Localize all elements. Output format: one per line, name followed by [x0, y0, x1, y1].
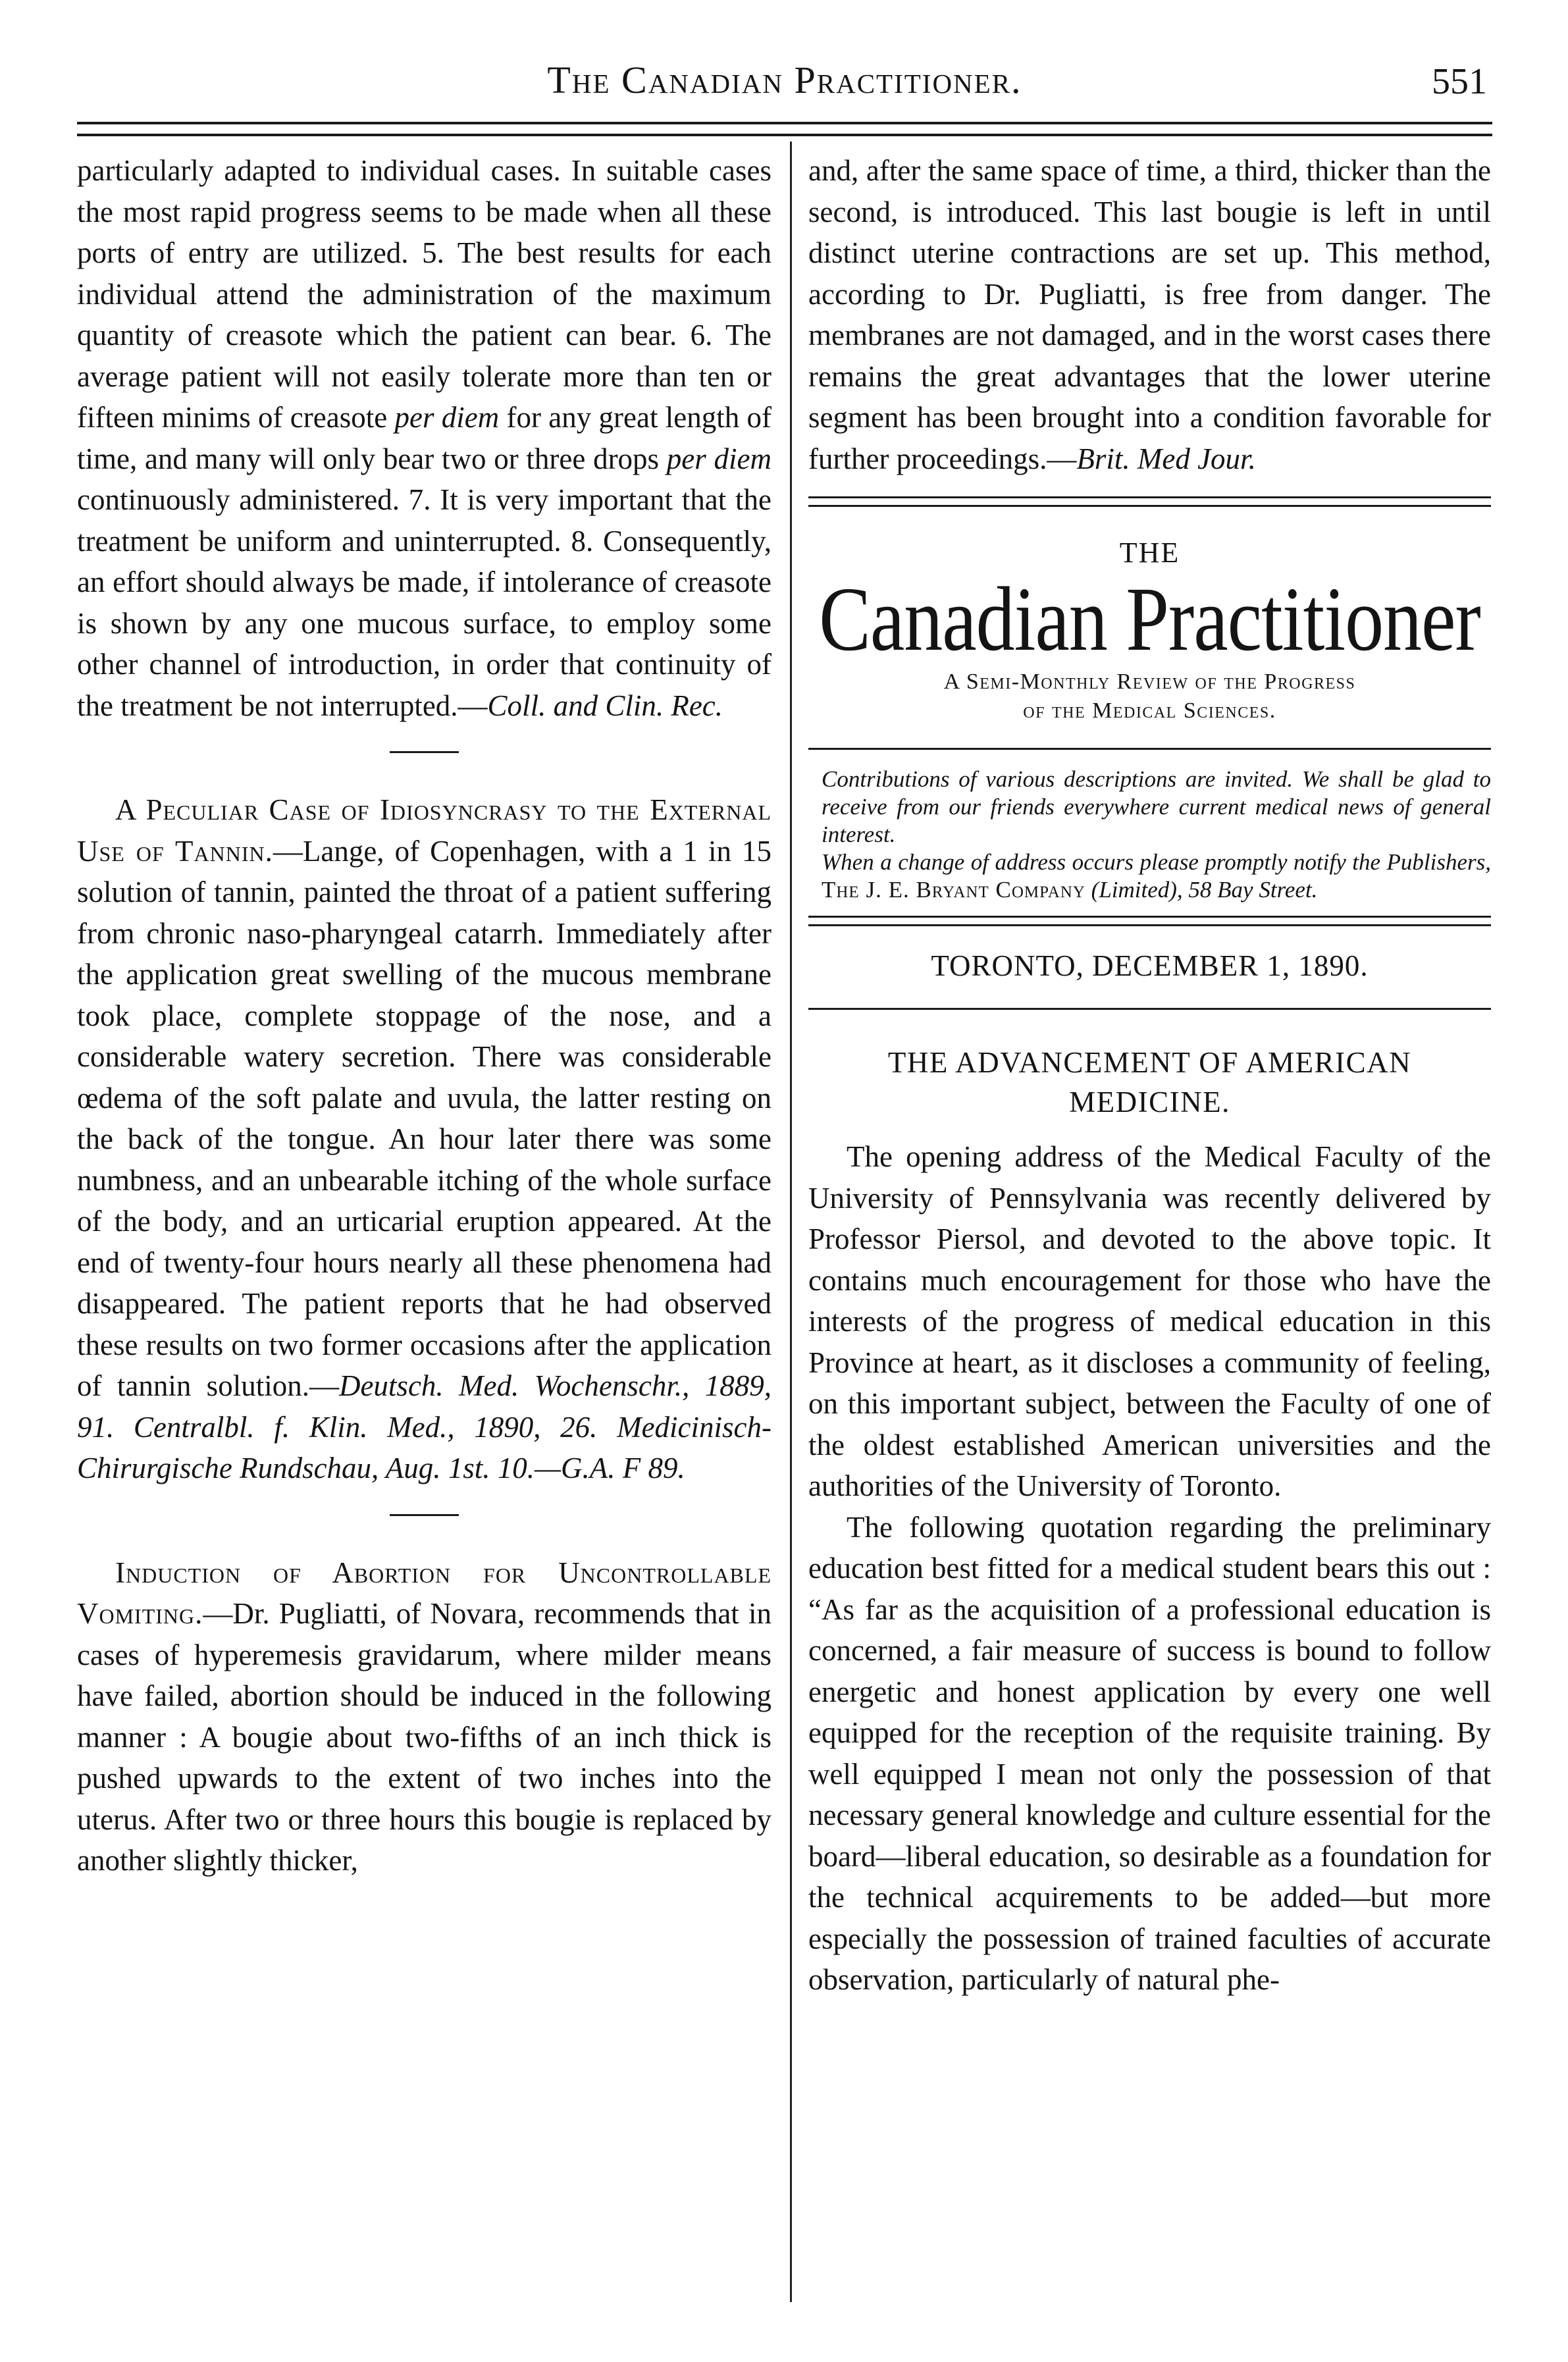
italic-term: per diem	[394, 401, 500, 434]
abortion-article-continuation	[808, 150, 1491, 479]
masthead-rule	[808, 748, 1491, 750]
article-heading: A Peculiar Case of Idiosyncrasy to the External Use of Tannin.	[77, 793, 771, 868]
article-body: —Dr. Pugliatti, of Novara, recommends that in cases of hyperemesis gravidarum, where milder means have failed, abortion should be induced in the following manner : A bougie about two-fifths of an inch thick is pushed upwards to the extent of two inches into the uterus. After two or three hours this bougie is replaced by another slightly thicker,	[77, 1597, 771, 1877]
running-head	[77, 46, 1492, 118]
article-body: and, after the same space of time, a third, thicker than the second, is introduced. This last bougie is left in until distinct uterine contractions are set up. This method, according to Dr. Pugliatti, is free from danger. The membranes are not damaged, and in the worst cases there remains the great advantages that the lower uterine segment has been brought into a condition favorable for further proceedings.—	[808, 154, 1491, 475]
source-citation: Brit. Med Jour.	[1076, 442, 1256, 475]
column-divider	[790, 142, 792, 2302]
abortion-article	[77, 1552, 771, 1881]
masthead-subtitle-line-1: A Semi-Monthly Review of the Progress	[943, 669, 1356, 694]
dateline-rule-bottom	[808, 1008, 1491, 1010]
text-run: When a change of address occurs please promptly notify the Publishers,	[822, 849, 1491, 875]
address-change-notice	[808, 849, 1491, 904]
source-citation: Deutsch. Med. Wochenschr., 1889, 91. Centralbl. f. Klin. Med., 1890, 26. Medicinisch-Chirurgische Rundschau, Aug. 1st. 10.—G.A. F 89.	[77, 1369, 771, 1484]
text-run: for any great length of time, and many will only bear two or three drops	[77, 401, 771, 475]
tannin-article	[77, 789, 771, 1489]
dateline: TORONTO, DECEMBER 1, 1890.	[931, 949, 1369, 982]
left-column	[77, 150, 771, 1881]
dateline-rule-top	[808, 916, 1491, 926]
editorial-paragraph: The opening address of the Medical Faculty of the University of Pennsylvania was recently delivered by Professor Piersol, and devoted to the above topic. It contains much encouragement for those who have the interests of the progress of medical education in this Province at heart, as it discloses a community of feeling, on this important subject, between the Faculty of one of the oldest established American universities and the authorities of the University of Toronto.	[808, 1140, 1491, 1502]
page-number: 551	[1432, 61, 1487, 102]
contributions-notice: Contributions of various descriptions are invited. We shall be glad to receive from our friends everywhere current medical news of general interest.	[822, 766, 1491, 847]
creasote-article-continuation	[77, 150, 771, 726]
running-title: The Canadian Practitioner.	[547, 59, 1022, 101]
publisher-name: The J. E. Bryant Company	[822, 877, 1085, 903]
text-run: continuously administered. 7. It is very important that the treatment be uniform and uninterrupted. 8. Consequently, an effort should always be made, if intolerance of creasote is shown by any one mucous surface, to employ some other channel of introduction, in order that continuity of the treatment be not interrupted.—	[77, 483, 771, 722]
section-separator	[390, 1514, 459, 1516]
right-column	[808, 150, 1491, 2001]
article-heading: Induction of Abortion for Uncontrollable Vomiting.	[77, 1556, 771, 1630]
masthead-subtitle-line-2: of the Medical Sciences.	[1023, 698, 1276, 723]
header-rule-bottom	[77, 134, 1492, 136]
editorial-paragraph: The following quotation regarding the preliminary education best fitted for a medical student bears this out : “As far as the acquisition of a professional education is concerned, a fair measure of success is bound to follow energetic and honest application by every one well equipped for the reception of the requisite training. By well equipped I mean not only the possession of that necessary general knowledge and culture essential for the board—liberal education, so desirable as a foundation for the technical acquirements to be added—but more especially the possession of trained faculties of accurate observation, particularly of natural phe-	[808, 1510, 1491, 1996]
text-run: (Limited), 58 Bay Street.	[1085, 877, 1318, 903]
text-run: particularly adapted to individual cases. In suitable cases the most rapid progress seems to be made when all these ports of entry are utilized. 5. The best results for each individual attend the administration of the maximum quantity of creasote which the patient can bear. 6. The average patient will not easily tolerate more than ten or fifteen minims of creasote	[77, 154, 771, 434]
masthead-rule-top	[808, 496, 1491, 507]
editorial-title: THE ADVANCEMENT OF AMERICAN MEDICINE.	[887, 1046, 1412, 1118]
header-rule-top	[77, 122, 1492, 124]
masthead-title: Canadian Practitioner	[819, 568, 1480, 670]
masthead-the: THE	[1119, 537, 1180, 569]
italic-term: per diem	[666, 442, 771, 475]
article-body: —Lange, of Copenhagen, with a 1 in 15 solution of tannin, painted the throat of a patient suffering from chronic naso-pharyngeal catarrh. Immediately after the application great swelling of the mucous membrane took place, complete stoppage of the nose, and a considerable watery secretion. There was considerable œdema of the soft palate and uvula, the latter resting on the back of the tongue. An hour later there was some numbness, and an unbearable itching of the whole surface of the body, and an urticarial eruption appeared. At the end of twenty-four hours nearly all these phenomena had disappeared. The patient reports that he had observed these results on two former occasions after the application of tannin solution.—	[77, 834, 771, 1402]
section-separator	[390, 751, 459, 753]
source-citation: Coll. and Clin. Rec.	[487, 689, 723, 722]
